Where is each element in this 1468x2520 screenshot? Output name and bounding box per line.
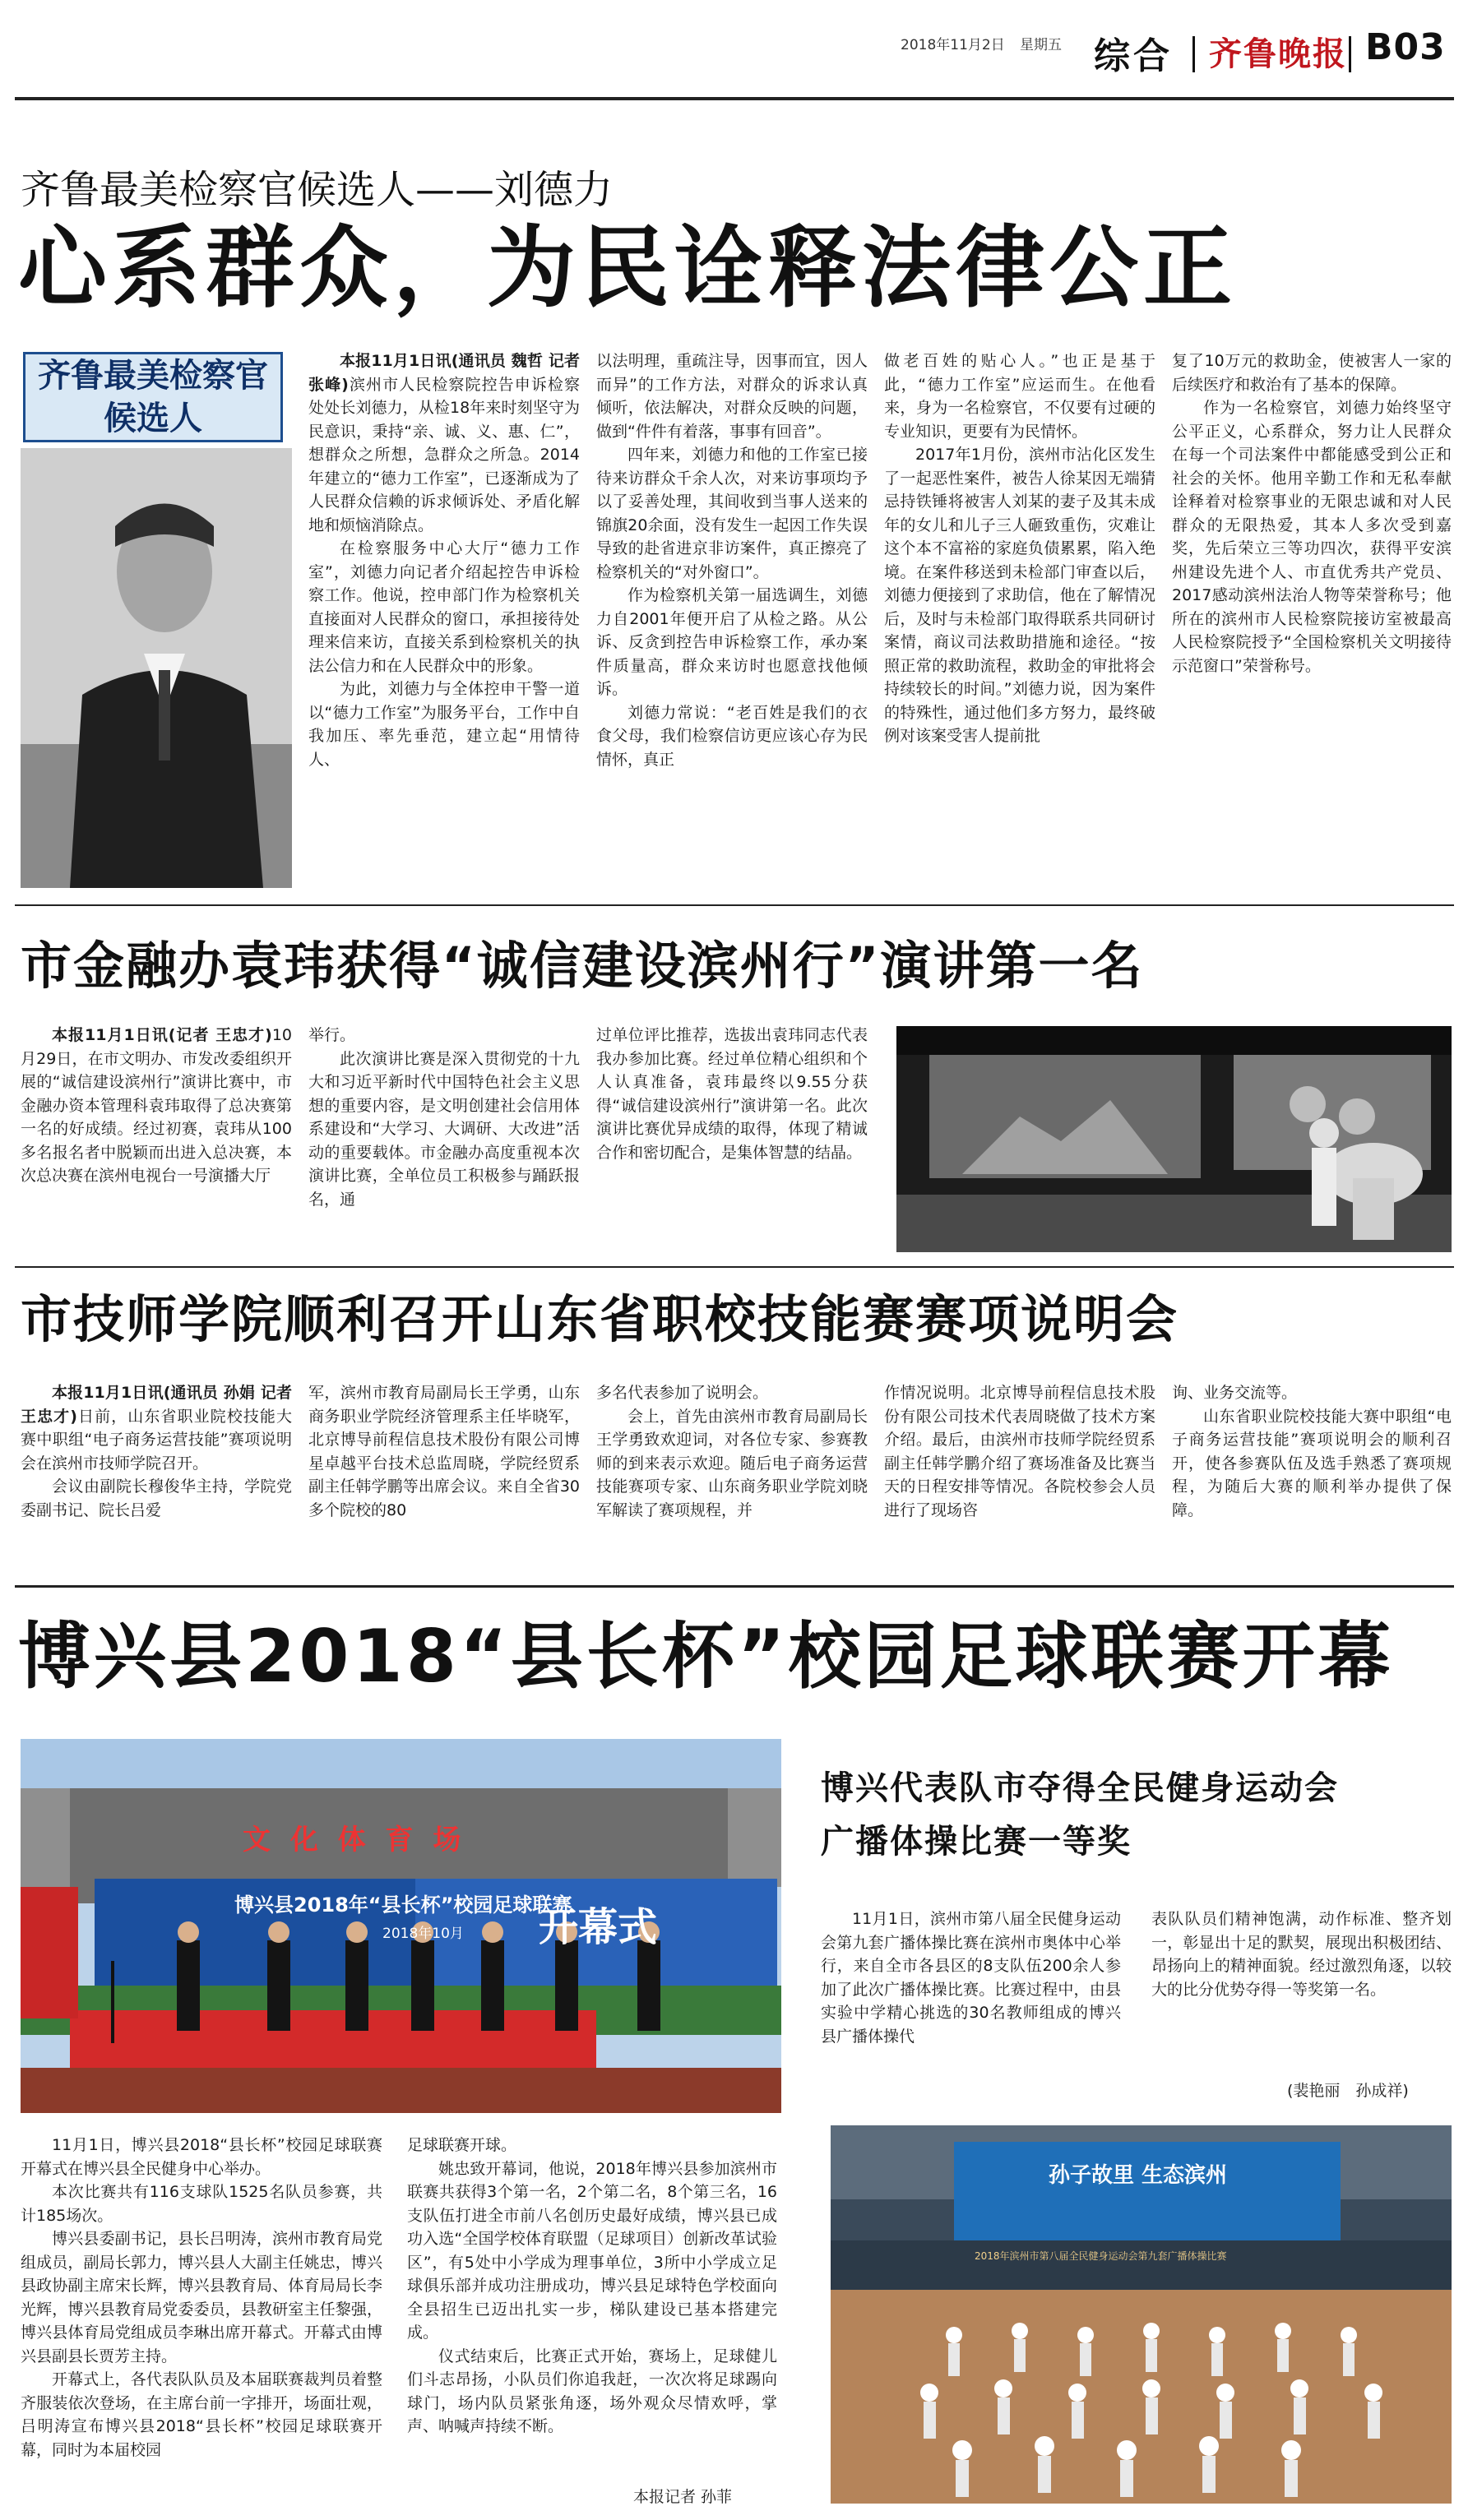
photo-banner: 孙子故里 生态滨州 xyxy=(1049,2163,1228,2188)
story-5-gymnastics-photo xyxy=(831,2125,1452,2504)
story-3-col-4 xyxy=(884,1381,1155,1570)
paragraph: 会上，首先由滨州市教育局副局长王学勇致欢迎词，对各位专家、参赛教师的到来表示欢迎。随后电子商务运营技能赛项专家、山东商务职业学院刘晓军解读了赛项规程，并 xyxy=(596,1407,868,1519)
issue-weekday: 星期五 xyxy=(1020,37,1062,53)
paragraph: 开幕式上，各代表队队员及本届联赛裁判员着整齐服装依次登场，在主席台前一字排开，场面壮观，吕明涛宣布博兴县2018“县长杯”校园足球联赛开幕，同时为本届校园 xyxy=(21,2370,382,2459)
section-name: 综合 xyxy=(1094,35,1173,77)
paragraph: 在检察服务中心大厅“德力工作室”，刘德力向记者介绍起控告申诉检察工作。他说，控申部门作为检察机关直接面对人民群众的窗口，承担接待处理来信来访，直接关系到检察机关的执法公信力和在人民群众中的形象。 xyxy=(308,539,580,675)
story-1-badge xyxy=(23,352,283,442)
banner-title: 博兴县2018年“县长杯”校园足球联赛 xyxy=(234,1893,572,1917)
paragraph: 山东省职业院校技能大赛中职组“电子商务运营技能”赛项说明会的顺利召开，使各参赛队伍及选手熟悉了赛项规程，为随后大赛的顺利举办提供了保障。 xyxy=(1172,1407,1452,1519)
banner-subtitle: 开幕式 xyxy=(539,1904,658,1950)
paragraph: 仪式结束后，比赛正式开始，赛场上，足球健儿们斗志昂扬，小队员们你追我赶，一次次将足球踢向球门，场内队员紧张角逐，场外观众尽情欢呼，掌声、呐喊声持续不断。 xyxy=(407,2347,777,2435)
story-1-kicker: 齐鲁最美检察官候选人——刘德力 xyxy=(21,167,614,213)
story-3-col-1 xyxy=(21,1381,292,1570)
story-5-headline-line-1: 博兴代表队市夺得全民健身运动会 xyxy=(821,1769,1339,1807)
issue-date: 2018年11月2日 xyxy=(901,37,1005,53)
paragraph: 军，滨州市教育局副局长王学勇，山东商务职业学院经济管理系主任毕晓军，北京博导前程信息技术股份有限公司博星卓越平台技术总监周晓，学院经贸系副主任韩学鹏等出席会议。来自全省30多个院校的80 xyxy=(308,1384,580,1519)
page-number: B03 xyxy=(1365,26,1446,68)
story-3-headline: 市技师学院顺利召开山东省职校技能赛赛项说明会 xyxy=(21,1289,1179,1349)
story-3-col-2 xyxy=(308,1381,580,1570)
paragraph: 日前，山东省职业院校技能大赛中职组“电子商务运营技能”赛项说明会在滨州市技师学院召开。 xyxy=(21,1407,292,1473)
paragraph: 足球联赛开球。 xyxy=(407,2136,517,2154)
story-1-col-3 xyxy=(884,349,1155,892)
section-rule xyxy=(15,904,1454,906)
masthead-rule xyxy=(15,97,1454,100)
story-1-col-4 xyxy=(1172,349,1452,892)
story-2-headline: 市金融办袁玮获得“诚信建设滨州行”演讲第一名 xyxy=(21,936,1144,996)
paragraph: 表队队员们精神饱满，动作标准、整齐划一，彰显出十足的默契，展现出积极团结、昂扬向上的精神面貌。经过激烈角逐，以较大的比分优势夺得一等奖第一名。 xyxy=(1151,1910,1452,1999)
badge-line-2: 候选人 xyxy=(104,399,202,437)
paragraph: 11月1日，博兴县2018“县长杯”校园足球联赛开幕式在博兴县全民健身中心举办。 xyxy=(21,2136,382,2178)
paragraph: 以法明理，重疏注导，因事而宜，因人而异”的工作方法，对群众的诉求认真倾听，依法解决，对群众反映的问题，做到“件件有着落，事事有回音”。 xyxy=(596,352,868,441)
paragraph: 11月1日，滨州市第八届全民健身运动会第九套广播体操比赛在滨州市奥体中心举行，来自全市各县区的8支队伍200余人参加了此次广播体操比赛。比赛过程中，由县实验中学精心挑选的30名教师组成的博兴县广播体操代 xyxy=(821,1910,1121,2046)
story-5-headline-line-2: 广播体操比赛一等奖 xyxy=(821,1823,1132,1861)
paragraph: 多名代表参加了说明会。 xyxy=(596,1384,769,1402)
paragraph: 过单位评比推荐，选拔出袁玮同志代表我办参加比赛。经过单位精心组织和个人认真准备，袁玮最终以9.55分获得“诚信建设滨州行”演讲第一名。此次演讲比赛优异成绩的取得，体现了精诚合作和密切配合，是集体智慧的结晶。 xyxy=(596,1026,868,1162)
byline: 本报11月1日讯(通讯员 魏哲 记者 张峰) xyxy=(308,352,580,394)
section-rule xyxy=(15,1266,1454,1268)
paragraph: 10月29日，在市文明办、市发改委组织开展的“诚信建设滨州行”演讲比赛中，市金融办资本管理科袁玮取得了总决赛第一名的好成绩。经过初赛，袁玮从100多名报名者中脱颖而出进入总决赛，本次总决赛在滨州电视台一号演播大厅 xyxy=(21,1026,292,1185)
paragraph: 做老百姓的贴心人。”也正是基于此，“德力工作室”应运而生。在他看来，身为一名检察官，不仅要有过硬的专业知识，更要有为民情怀。 xyxy=(884,352,1155,441)
story-4-col-1 xyxy=(21,2134,382,2495)
paragraph: 为此，刘德力与全体控申干警一道以“德力工作室”为服务平台，工作中自我加压、率先垂范，建立起“用情待人、 xyxy=(308,680,580,769)
banner-date: 2018年10月 xyxy=(382,1926,464,1942)
byline: 本报11月1日讯(记者 王忠才) xyxy=(52,1026,272,1044)
paragraph: 复了10万元的救助金，使被害人一家的后续医疗和救治有了基本的保障。 xyxy=(1172,352,1452,394)
story-5-col-2 xyxy=(1151,1907,1452,2076)
story-4-headline: 博兴县2018“县长杯”校园足球联赛开幕 xyxy=(18,1614,1394,1699)
paper-logo: 齐鲁晚报 xyxy=(1209,35,1347,73)
paragraph: 2017年1月份，滨州市沾化区发生了一起恶性案件，被告人徐某因无端猜忌持铁锤将被害人刘某的妻子及其未成年的女儿和儿子三人砸致重伤，灾难让这个本不富裕的家庭负债累累，陷入绝境。在案件移送到未检部门审查以后，刘德力便接到了求助信，他在了解情况后，及时与未检部门取得联系共同研讨案情，商议司法救助措施和途径。“按照正常的救助流程，救助金的审批将会持续较长的时间。”刘德力说，因为案件的特殊性，通过他们多方努力，最终破例对该案受害人提前批 xyxy=(884,446,1155,745)
masthead-divider-2 xyxy=(1349,36,1351,72)
paragraph: 作为检察机关第一届选调生，刘德力自2001年便开启了从检之路。从公诉、反贪到控告申诉检察工作，承办案件质量高，群众来访时也愿意找他倾诉。 xyxy=(596,586,868,698)
story-1-col-1 xyxy=(308,349,580,892)
paragraph: 作情况说明。北京博导前程信息技术股份有限公司技术代表周晓做了技术方案介绍。最后，由滨州市技师学院经贸系副主任韩学鹏介绍了赛场准备及比赛当天的日程安排等情况。各院校参会人员进行了现场咨 xyxy=(884,1384,1155,1519)
photo-banner-2: 2018年滨州市第八届全民健身运动会第九套广播体操比赛 xyxy=(975,2250,1227,2262)
story-2-col-2 xyxy=(308,1024,580,1258)
paragraph: 刘德力常说：“老百姓是我们的衣食父母，我们检察信访更应该心存为民情怀，真正 xyxy=(596,703,868,769)
story-1-headline: 心系群众，为民诠释法律公正 xyxy=(18,217,1238,320)
paragraph: 作为一名检察官，刘德力始终坚守公平正义，心系群众，努力让人民群众在每一个司法案件中都能感受到公正和社会的关怀。他用辛勤工作和无私奉献诠释着对检察事业的无限忠诚和对人民群众的无限热爱，其本人多次受到嘉奖，先后荣立三等功四次，获得平安滨州建设先进个人、市直优秀共产党员、2017感动滨州法治人物等荣誉称号；他所在的滨州市人民检察院接访室被最高人民检察院授予“全国检察机关文明接待示范窗口”荣誉称号。 xyxy=(1172,399,1452,675)
paragraph: 会议由副院长穆俊华主持，学院党委副书记、院长吕爱 xyxy=(21,1477,292,1519)
paragraph: 四年来，刘德力和他的工作室已接待来访群众千余人次，对来访事项均予以了妥善处理，其间收到当事人送来的锦旗20余面，没有发生一起因工作失误导致的赴省进京非访案件，真正擦亮了检察机关的“对外窗口”。 xyxy=(596,446,868,581)
story-5-col-1 xyxy=(821,1907,1121,2097)
masthead xyxy=(0,0,1468,90)
story-3-col-3 xyxy=(596,1381,868,1570)
paragraph: 滨州市人民检察院控告申诉检察处处长刘德力，从检18年来时刻坚守为民意识，秉持“亲、诚、义、惠、仁”，想群众之所想，急群众之所急。2014年建立的“德力工作室”，已逐渐成为了人民群众信赖的诉求倾诉处、矛盾化解地和烦恼消除点。 xyxy=(308,375,580,534)
story-4-col-2 xyxy=(407,2134,777,2471)
story-2-col-1 xyxy=(21,1024,292,1258)
story-4-credit: 本报记者 孙菲 xyxy=(633,2488,733,2506)
byline: 本报11月1日讯(通讯员 孙娟 记者 王忠才) xyxy=(21,1384,292,1426)
story-5-credit: (裴艳丽 孙成祥) xyxy=(1287,2082,1409,2100)
paragraph: 本次比赛共有116支球队1525名队员参赛，共计185场次。 xyxy=(21,2183,382,2225)
paragraph: 此次演讲比赛是深入贯彻党的十九大和习近平新时代中国特色社会主义思想的重要内容，是文明创建社会信用体系建设和“大学习、大调研、大改进”活动的重要载体。市金融办高度重视本次演讲比赛，全单位员工积极参与踊跃报名，通 xyxy=(308,1049,580,1209)
story-3-col-5 xyxy=(1172,1381,1452,1570)
badge-line-1: 齐鲁最美检察官 xyxy=(38,356,268,395)
paragraph: 举行。 xyxy=(308,1026,356,1044)
story-2-speech-photo xyxy=(896,1026,1452,1252)
story-1-col-2 xyxy=(596,349,868,892)
paragraph: 询、业务交流等。 xyxy=(1172,1384,1298,1402)
stadium-sign: 文 化 体 育 场 xyxy=(243,1824,466,1856)
story-2-col-3 xyxy=(596,1024,868,1258)
story-4-opening-photo xyxy=(21,1739,781,2113)
masthead-divider xyxy=(1192,36,1195,72)
story-1-portrait-photo xyxy=(21,448,292,888)
section-rule-heavy xyxy=(15,1585,1454,1588)
paragraph: 姚忠致开幕词，他说，2018年博兴县参加滨州市联赛共获得3个第一名，2个第二名，8个第三名，16支队伍打进全市前八名创历史最好成绩，博兴县已成功入选“全国学校体育联盟（足球项目）创新改革试验区”，有5处中小学成为理事单位，3所中小学成立足球俱乐部并成功注册成功，博兴县足球特色学校面向全县招生已迈出扎实一步，梯队建设已基本搭建完成。 xyxy=(407,2159,777,2342)
paragraph: 博兴县委副书记，县长吕明涛，滨州市教育局党组成员，副局长郭力，博兴县人大副主任姚忠，博兴县政协副主席宋长辉，博兴县教育局、体育局局长李光辉，博兴县教育局党委委员，县教研室主任黎强，博兴县体育局党组成员李琳出席开幕式。开幕式由博兴县副县长贾芳主持。 xyxy=(21,2230,382,2365)
